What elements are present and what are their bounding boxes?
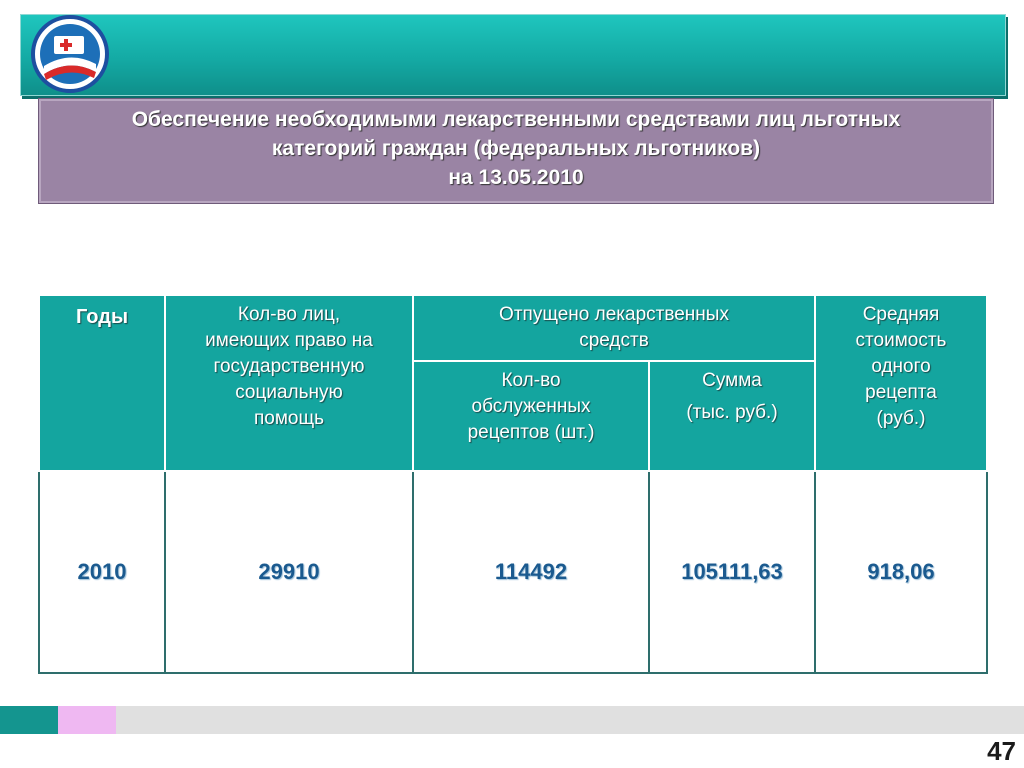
title-line-1: Обеспечение необходимыми лекарственными средствами лиц льготных bbox=[131, 108, 901, 131]
header-dispensed: Отпущено лекарственных средств bbox=[413, 295, 815, 361]
footer-bar bbox=[0, 706, 1024, 734]
table-row bbox=[39, 471, 987, 673]
top-banner bbox=[20, 14, 1006, 96]
cell-avg-cost: 918,06 bbox=[815, 471, 987, 673]
title-line-3: на 13.05.2010 bbox=[448, 166, 584, 189]
footer-pink-block bbox=[58, 706, 116, 734]
header-years: Годы bbox=[39, 295, 165, 471]
header-avg-cost: Средняя стоимость одного рецепта (руб.) bbox=[815, 295, 987, 471]
header-persons: Кол-во лиц, имеющих право на государственную социальную помощь bbox=[165, 295, 413, 471]
cell-persons: 29910 bbox=[165, 471, 413, 673]
footer-teal-block bbox=[0, 706, 58, 734]
benefits-table bbox=[38, 294, 988, 674]
page-number: 47 bbox=[987, 736, 1016, 766]
title-line-2: категорий граждан (федеральных льготников) bbox=[271, 137, 761, 160]
header-recipes: Кол-во обслуженных рецептов (шт.) bbox=[413, 361, 649, 471]
slide-title bbox=[38, 98, 994, 204]
cell-year: 2010 bbox=[39, 471, 165, 673]
ambulance-emblem-logo bbox=[24, 14, 116, 94]
cell-sum: 105111,63 bbox=[649, 471, 815, 673]
cell-recipes: 114492 bbox=[413, 471, 649, 673]
header-sum: Сумма (тыс. руб.) bbox=[649, 361, 815, 471]
